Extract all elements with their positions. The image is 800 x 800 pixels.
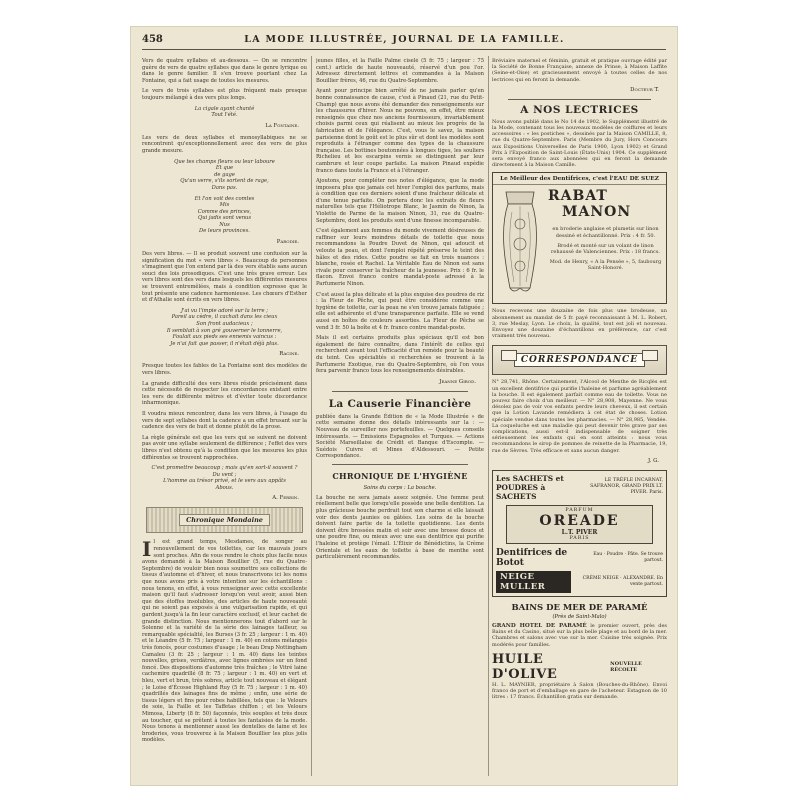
correspondance-title: CORRESPONDANCE — [514, 353, 645, 367]
suez-slogan: Le Meilleur des Dentifrices, c'est l'EAU DE SUEZ — [493, 173, 666, 185]
article-paragraph: Vers de quatre syllabes et au-dessous. — On se rencontre guère de vers de quatre syllabes que dans le genre lyrique ou dans le genre familier. Il s'en trouve pourtant chez La Fontaine, qui a fait usage de toutes les mesures. — [142, 58, 307, 84]
huile-text: H. L. MAYNIER, propriétaire à Salon (Bouches-du-Rhône). Envoi franco de port et d'emballage en gare de l'acheteur. Estagnon de 10 litres : 17 francs. Échantillon gratis sur demande. — [492, 681, 667, 701]
journal-title: LA MODE ILLUSTRÉE, JOURNAL DE LA FAMILLE. — [244, 34, 565, 45]
verse-quote: La cigale ayant chanté Tout l'été. — [194, 105, 255, 119]
magazine-page — [130, 26, 678, 786]
hygiene-title: CHRONIQUE DE L'HYGIÈNE — [332, 470, 468, 481]
rabat-advert — [492, 172, 667, 304]
envelope-icon — [501, 350, 517, 361]
rabat-description: en broderie anglaise et plumetis sur linon dessiné et échantillonné. Prix : 4 fr. 50. — [552, 226, 659, 239]
neige-row — [496, 571, 663, 593]
huile-tag: NOUVELLE RÉCOLTE — [610, 660, 642, 673]
chronique-text — [142, 539, 307, 743]
rabat-text — [548, 188, 663, 300]
article-paragraph: La règle générale est que les vers qui se suivent ne doivent pas avoir une syllabe seulement de différence ; l'effet des vers libres n'est obtenu qu'à la condition que les mesures les plus différentes se trouvent rapprochées. — [142, 434, 307, 461]
verse-quote: Et l'on voit des comtes Mis Comme des princes, Qui jadis sont venus Nus De leurs provinces. — [194, 195, 255, 235]
hotel-name: GRAND HOTEL DE PARAMÉ — [492, 622, 587, 629]
article-paragraph: Il voudra mieux rencontrer, dans les vers libres, à l'usage du vers de sept syllabes dont la cadence a un effet brusant sur la cadence des vers de huit et donne plutôt de la prose. — [142, 410, 307, 431]
article-paragraph: C'est également aux femmes du monde vivement désireuses de raffiner sur leurs moindres détails de toilette que nous recommandons la Poudre Duvet de Ninon, qui adoucit et veloute la peau, et dont l'emploi répété préserve le teint des hâles et des rides. Cette poudre se fait en trois nuances : blanche, rosée et Rachel. La Véritable Eau de Ninon est sans rivale pour conserver la fraîcheur de la jeunesse. Prix : 6 fr. le flacon. Envoi franco contre mandat-poste adressé à la Parfumerie Ninon. — [316, 228, 484, 287]
verse-author: Racine. — [279, 351, 299, 358]
causerie-text: publiée dans la Grande Édition de « la Mode Illustrée » de cette semaine donne des détails intéressants sur la : — Nouveau de surveiller nos portefeuilles. — Quelques conseils intéressants. — Emissions Espagnoles et Turques. — Actions Société Marseillaise de Crédit et Banque d'Escompte. — Suédois Cuivre et Mines d'Aldessouri. — Petite Correspondance. — [316, 413, 484, 460]
oreade-city: PARIS — [569, 535, 590, 541]
chronique-banner — [146, 507, 303, 533]
article-paragraph: C'est aussi la plus délicate et la plus exquise des poudres de riz : la Fleur de Pêche, qui peut être considérée comme une hygiène de toilette, car la peau ne s'en trouve jamais fatiguée ; elle est adhérente et d'une transparence parfaite. Elle se vend aussi en boîtes de couleurs assorties. La Fleur de Pêche se vend 3 fr. 50 la boîte et 4 fr. franco contre mandat-poste. — [316, 291, 484, 331]
correspondance-banner — [492, 345, 667, 375]
article-paragraph: Les vers de deux syllabes et monosyllabiques ne se rencontrent qu'exceptionnellement avec des vers de plus grande mesure. — [142, 134, 307, 154]
rabat-description: Brodé et monté sur un volant de linon rehaussé de Valenciennes. Prix : 18 francs. — [551, 242, 660, 256]
page-number: 458 — [142, 34, 163, 45]
article-author: Jeanne Girod. — [439, 378, 476, 385]
article-paragraph: La grande difficulté des vers libres réside précisément dans cette nécessité de respecter les concordances existant entre les vers de différente mètres et d'éviter toute discordance inharmonique. — [142, 380, 307, 407]
bains-text — [492, 623, 667, 648]
hygiene-subtitle: Soins du corps : La bouche. — [363, 484, 437, 491]
running-header — [142, 34, 666, 50]
neige-detail: CRÈME NEIGE · ALEXANDRE. En vente partout. — [582, 576, 663, 587]
article-paragraph: Ajoutons, pour compléter nos notes d'élégance, que la mode imposera plus que jamais cet hiver l'emploi des parfums, mais à condition que ces derniers soient d'une fraîcheur délicate et d'une tenue parfaite. On portera donc les extraits de fleurs naturelles tels que l'Héliotrope Blanc, le Jasmin de Ninon, la Violette de Parme de la maison Ninon, 31, rue du Quatre-Septembre, dont les produits sont d'une finesse incomparable. — [316, 178, 484, 224]
rabat-illustration — [496, 188, 544, 300]
lectrices-title: A NOS LECTRICES — [520, 103, 639, 116]
bains-subtitle: (Près de Saint-Malo) — [552, 613, 607, 620]
section-divider — [508, 99, 651, 100]
hygiene-text: La bouche ne sera jamais assez soignée. Une femme peut réellement belle que lorsqu'elle possède une belle dentition. La plus grâcieuse bouche perdrait tout son charme si elle laissait voir des dents jaunies ou gâtées. Les soins de la bouche doivent faire partie de la toilette quotidienne. Les dents doivent être brossées matin et soir avec une brosse douce et une poudre fine, ou mieux avec une eau dentifrice qui purifie l'haleine et protège l'émail. L'Élixir de Bénédictins, la Crème Orientale et les eaux de toilette à base de menthe sont particulièrement recommandés. — [316, 494, 484, 561]
column-rule-right — [488, 56, 489, 776]
rabat-address: Mod. de Henry, « A la Pensée », 5, faubourg Saint-Honoré. — [549, 259, 662, 272]
sachets-row — [496, 474, 663, 501]
verse-quote: J'ai vu l'impie adoré sur la terre ; Pareil au cèdre, il cachait dans les cieux Son front audacieux ; Il semblait à son gré gouverner le tonnerre, Foulait aux pieds ses ennemis vaincus : Je n'ai fait que passer, il n'était déjà plus. — [166, 307, 283, 347]
botot-row — [496, 548, 663, 568]
section-divider — [332, 464, 468, 465]
article-paragraph: Le vers de trois syllabes est plus fréquent mais presque toujours mélangé à des vers plus longs. — [142, 88, 307, 101]
correspondance-author: J. G. — [648, 457, 659, 464]
oreade-label: PARFUM — [565, 507, 594, 513]
article-paragraph: Bréviaire maternel et féminin, gratuit et pratique ouvrage édité par la Société de Bonne Française, annexe de Prinse, à Maison Laffite (Seine-et-Oise) et gracieusement envoyé à toutes celles de nos lectrices qui en feront la demande. — [492, 58, 667, 83]
verse-author: Parodie. — [276, 239, 299, 246]
envelope-icon — [642, 350, 658, 361]
rabat-name: MANON — [562, 204, 632, 221]
hotel-description: le premier ouvert, près des Bains et du Casino, situé sur la plus belle plage et au bord de la mer. Chambres et salons avec vue sur la mer. Cuisine très soignée. Prix modérés pour familles. — [492, 622, 667, 648]
rabat-body — [493, 185, 666, 303]
neige-name: NEIGE MULLER — [496, 571, 571, 593]
section-divider — [332, 391, 468, 392]
column-right — [492, 58, 667, 776]
lace-collar-icon — [496, 188, 544, 298]
lectrices-text: Nous avons publié dans le No 14 de 1902, le Supplément illustré de la Mode, contenant tous les nouveaux modèles de coiffures et leurs accessoires : « les postiches », dessinés par la Maison CAMILLE, 8, rue du Quatre-Septembre. Paris (Membre du Jury, Hors Concours aux Expositions Universelles de Paris 1900, Lyon 1902) et Grand Prix à l'Exposition de Saint-Louis (États-Unis) 1904. Ce supplément sera envoyé franco aux abonnées qui en feront la demande directement à la Maison Camille. — [492, 118, 667, 169]
verse-quote: C'est promettre beaucoup ; mais qu'en sort-il souvent ? Du vent ; L'homme au trésor privé, et le vers aux appâts Abous. — [151, 465, 298, 491]
sachets-detail: LE TRÈFLE INCARNAT, SAFRANOR, GRAND PRIX LT. PIVER. Paris. — [590, 478, 663, 496]
botot-name: Dentifrices de Botot — [496, 547, 568, 568]
chronique-banner-title: Chronique Mondaine — [179, 514, 270, 526]
embroidery-notice: Nous recevons une douzaine de fois plus une brodeuse, un abonnement au mandat de 5 fr. payé reconnaissant à M. L. Robert, 3, rue Meslay, Lyon. Le choix, la qualité, tout est joli et nouveau. Envoyez une douzaine d'échantillons en préférence, car c'est vraiment très nouveau. — [492, 308, 667, 340]
huile-advert — [492, 652, 667, 682]
article-paragraph: jeunes filles, et la Faille Palme ciselé (5 fr. 75 ; largeur : 75 cent.) article de haute nouveauté, réservé d'un pou l'or. Adressez directement lettres et commandes à la Maison Bouillier frères, 46, rue du Quatre-Septembre. — [316, 58, 484, 84]
article-paragraph: Presque toutes les fables de La Fontaine sont des modèles de vers libres. — [142, 363, 307, 376]
causerie-title: La Causerie Financière — [328, 397, 472, 410]
oreade-name: OREADE — [539, 512, 620, 529]
article-paragraph: Mais il est certains produits plus spéciaux qu'il est bon également de faire connaître, dans l'intérêt de celles qui recherchent avant tout l'efficacité d'un remède pour la beauté du teint. Ces spécialités si recherchées se trouvent à la Parfumerie Exotique, rue du Quatre-Septembre, où l'on vous fera parvenir franco tous les renseignements désirables. — [316, 335, 484, 375]
article-author: Docteur T. — [630, 86, 659, 93]
bains-title: BAINS DE MER DE PARAMÉ — [511, 602, 648, 613]
huile-name: HUILE D'OLIVE — [492, 651, 558, 682]
rabat-name: RABAT — [548, 188, 608, 205]
column-rule-left — [311, 56, 312, 776]
article-paragraph: Ayant pour principe bien arrêté de ne jamais parler qu'en bonne connaissance de cause, c'est à Pinaud (21, rue du Petit-Champ) que nous avons été demander des renseignements sur les chaussures d'hiver. Nous ne pouvons, en effet, être mieux renseignés que chez nos anciens fournisseurs, invariablement choisis parmi ceux qui réalisent au mieux les progrès de la fabrication et de l'élégance. C'est, vous le savez, la maison parisienne dont le goût est le plus sûr et dont les modèles sont reproduits à l'étranger comme des types de la chaussure française. Les bottines boutonnées à longues tiges, les souliers Richelieu et les escarpins vernis se distinguent par leur cambrure et leur coupe parfaite. La maison Pinaud expédie franco dans toute la France et à l'étranger. — [316, 88, 484, 174]
column-middle — [316, 58, 484, 776]
oreade-maker: L.T. PIVER — [561, 528, 598, 536]
verse-author: La Fontaine. — [265, 122, 299, 129]
sachets-title: Les SACHETS et POUDRES à SACHETS — [496, 473, 564, 501]
verse-quote: Que tes champs fleurs ou leur laboure Et que de gage Qu'un verre, s'ils sortent de rage, Dans pas. — [174, 158, 275, 191]
piver-advert — [492, 470, 667, 597]
article-paragraph: Des vers libres. — Il se produit souvent une confusion sur la signification du mot « vers libres ». Beaucoup de personnes s'imaginent que l'on entend par là des vers établis sans aucun souci des lois prosodiques. C'est une très grave erreur. Les vers libres sont des vers dans lesquels les différentes mesures se trouvent entremêlées, mais à condition expresse que le tout présente une cadence harmonieuse. Les chœurs d'Esther et d'Athalie sont écrits en vers libres. — [142, 251, 307, 304]
botot-detail: Eau · Poudre · Pâte. Se trouve partout. — [593, 552, 663, 563]
correspondance-text: N° 28,741, Rhône. Certainement, l'Alcool de Menthe de Ricqlès est un excellent dentifrice qui purifie l'haleine et parfume agréablement la bouche. Il est également parfait comme eau de toilette. Vous ne pouvez faire choix d'un meilleur. — N° 28,908, Mayenne. Ne vous désolez pas de voir vos enfants perdre leurs cheveux, il est certain que la Lotion Lavande remédiera à cet état de choses. Lotion spéciale vendue dans toutes les pharmacies. — N° 28,985, Vendée. La coqueluche est une maladie qui peut devenir très grave par ses complications, aussi est-il indispensable de soigner très sérieusement les enfants qui en sont atteints : nous vous recommandons le sirop de pommes de reinette de la Pharmacie, 19, rue de Sèvres. Très efficace et sans aucun danger. — [492, 379, 667, 454]
oreade-advert — [506, 505, 653, 544]
chronique-body: l est grand temps, Mesdames, de songer au renouvellement de vos toilettes, car les mauvais jours sont proches. Afin de vous rendre le choix plus facile nous avons demandé à la Maison Bouillier (5, rue du Quatre-Septembre) de vouloir bien nous soumettre ses collections de tissus d'automne et d'hiver, et nous transcrivons ici les noms que nous avons pris à votre intention sur les échantillons : nous tenons, en effet, à vous renseigner avec cette excellente maison qu'il faut s'adresser lorsqu'on veut avoir, aussi bien que des étoffes insolubles, des articles de haute nouveauté qui ne soient pas exposés à une vulgarisation rapide, et qui gardent jusqu'à la fin leur caractère exclusif, et leur cachet de grande distinction. Nous mentionnerons tout d'abord sur le Solenne et la variété de la série des lainages tailleur, sa remarquable spécialité, les Burses (3 fr. 25 ; largeur : 1 m. 40) et le Léandre (5 fr. 75 ; largeur : 1 m. 40) en cotons mélangés très foncés, pour costumes d'usage ; le beau Drap Nottingham Camaïeu (3 fr. 25 ; largeur : 1 m. 40) dans les teintes nouvelles, grises, verdâtres, avec lignes ombrées sur un fond foncé. Des dispositions d'automne très fraîches ; le Vitré laine cachemire quadrillé (8 fr. 75 ; largeur : 1 m. 40) en vert et bleu, vert et brun, très sobres, article tout nouveau et élégant ; le Loise d'Écosse Highland Ruy (5 fr. 75 ; largeur : 1 m. 40) quadrillés des lainages fins de même ; enfin, une série de tissus légers et fins pour robes habillées, tels que : le Velours de soie, la Faille et les Taffetas chiffon ; et les Velours Mimosa, Liberty (8 fr. 50) façonnés, très souples et très doux au toucher, qui se prêtent à toutes les fantaisies de la mode. Nous tenons à mentionner aussi les dentelles de laine et les broderies, vous trouverez à la Maison Bouillier les plus jolis modèles. — [142, 539, 307, 744]
article-author: A. Ferrin. — [272, 495, 299, 502]
column-left — [142, 58, 307, 776]
drop-cap: I — [142, 537, 152, 562]
